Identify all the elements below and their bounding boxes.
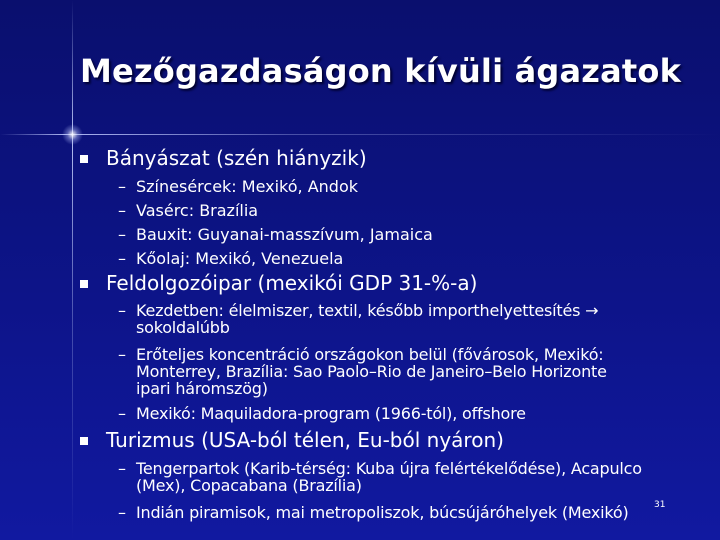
dash-marker: – bbox=[118, 225, 126, 244]
dash-marker: – bbox=[118, 503, 126, 522]
dash-marker: – bbox=[118, 404, 126, 423]
bullet-text: Feldolgozóipar (mexikói GDP 31-%-a) bbox=[106, 271, 478, 295]
square-bullet-icon bbox=[80, 155, 88, 163]
dash-marker: – bbox=[118, 345, 126, 364]
sub-item-text-line: Tengerpartok (Karib-térség: Kuba újra felértékelődése), Acapulco bbox=[136, 459, 642, 478]
bullet-text: Turizmus (USA-ból télen, Eu-ból nyáron) bbox=[106, 428, 504, 452]
sub-item-text: Mexikó: Maquiladora-program (1966-tól), offshore bbox=[136, 404, 526, 423]
slide-title: Mezőgazdaságon kívüli ágazatok bbox=[80, 52, 682, 90]
sub-item-text-line: (Mex), Copacabana (Brazília) bbox=[136, 476, 362, 495]
sub-item-text-line: Kezdetben: élelmiszer, textil, később importhelyettesítés → bbox=[136, 301, 599, 320]
sub-item-text-line: ipari háromszög) bbox=[136, 379, 268, 398]
sub-item-text-line: Monterrey, Brazília: Sao Paolo–Rio de Janeiro–Belo Horizonte bbox=[136, 362, 607, 381]
sub-item-text: Vasérc: Brazília bbox=[136, 201, 259, 220]
dash-marker: – bbox=[118, 249, 126, 268]
dash-marker: – bbox=[118, 459, 126, 478]
square-bullet-icon bbox=[80, 280, 88, 288]
sub-item-text-line: Erőteljes koncentráció országokon belül (fővárosok, Mexikó: bbox=[136, 345, 604, 364]
dash-marker: – bbox=[118, 177, 126, 196]
sub-item-text: Színesércek: Mexikó, Andok bbox=[136, 177, 359, 196]
decorative-vertical-line bbox=[72, 0, 73, 540]
dash-marker: – bbox=[118, 301, 126, 320]
sub-item-text: Kőolaj: Mexikó, Venezuela bbox=[136, 249, 344, 268]
decorative-horizontal-line bbox=[0, 134, 720, 135]
sub-item-text: Indián piramisok, mai metropoliszok, búcsújáróhelyek (Mexikó) bbox=[136, 503, 629, 522]
page-number: 31 bbox=[654, 500, 666, 510]
sub-item-text-line: sokoldalúbb bbox=[136, 318, 230, 337]
square-bullet-icon bbox=[80, 437, 88, 445]
dash-marker: – bbox=[118, 201, 126, 220]
decorative-sparkle bbox=[62, 124, 83, 145]
bullet-text: Bányászat (szén hiányzik) bbox=[106, 146, 367, 170]
sub-item-text: Bauxit: Guyanai-masszívum, Jamaica bbox=[136, 225, 433, 244]
